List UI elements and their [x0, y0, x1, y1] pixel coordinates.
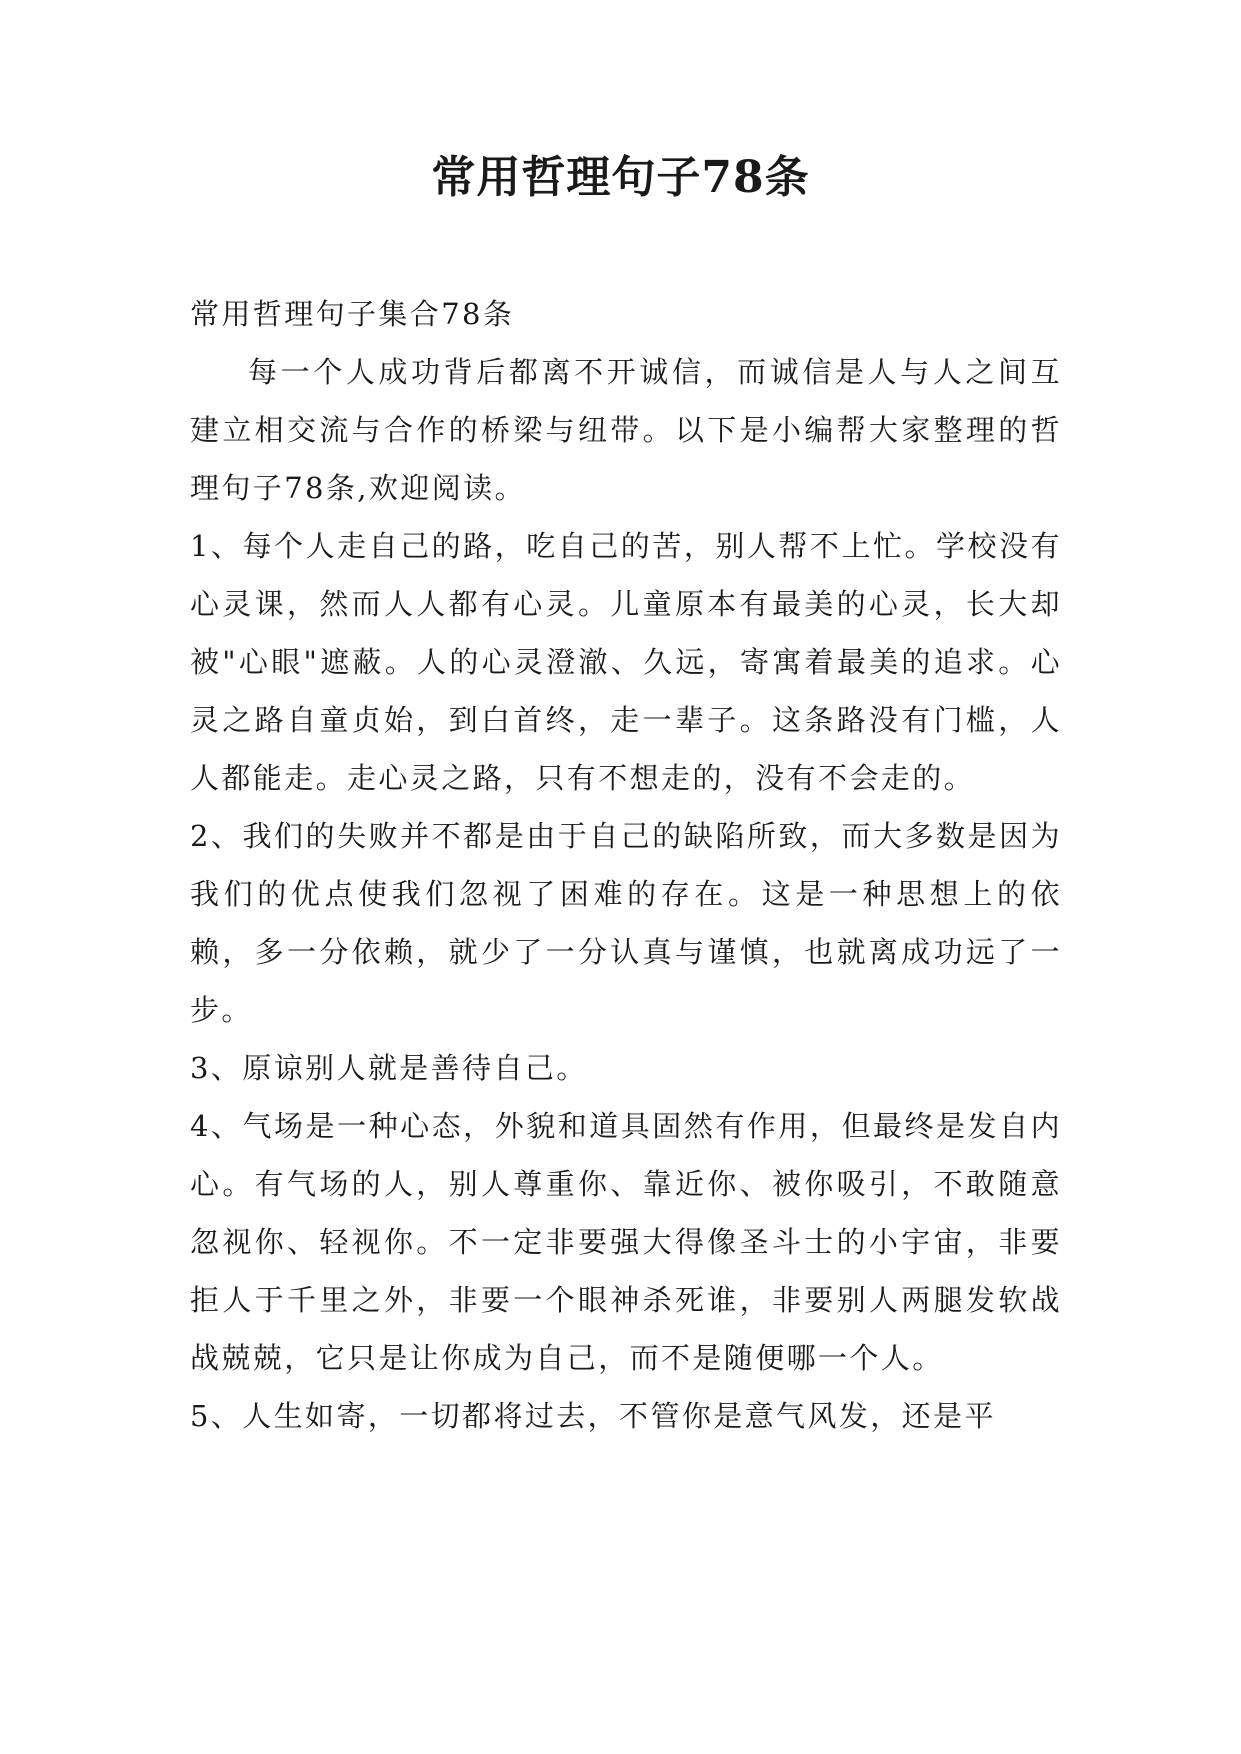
document-title: 常用哲理句子78条: [431, 152, 810, 203]
list-item: 2、我们的失败并不都是由于自己的缺陷所致，而大多数是因为我们的优点使我们忽视了困难的存在。这是一种思想上的依赖，多一分依赖，就少了一分认真与谨慎，也就离成功远了一步。: [190, 819, 1062, 1027]
list-item: 5、人生如寄，一切都将过去，不管你是意气风发，还是平: [190, 1399, 996, 1433]
list-item: 3、原谅别人就是善待自己。: [190, 1051, 588, 1085]
list-item: 1、每个人走自己的路，吃自己的苦，别人帮不上忙。学校没有心灵课，然而人人都有心灵。儿童原本有最美的心灵，长大却被"心眼"遮蔽。人的心灵澄澈、久远，寄寓着最美的追求。心灵之路自童贞始，到白首终，走一辈子。这条路没有门槛，人人都能走。走心灵之路，只有不想走的，没有不会走的。: [190, 529, 1062, 795]
list-item: 4、气场是一种心态，外貌和道具固然有作用，但最终是发自内心。有气场的人，别人尊重你、靠近你、被你吸引，不敢随意忽视你、轻视你。不一定非要强大得像圣斗士的小宇宙，非要拒人于千里之外，非要一个眼神杀死谁，非要别人两腿发软战战兢兢，它只是让你成为自己，而不是随便哪一个人。: [190, 1109, 1062, 1375]
intro-paragraph: 每一个人成功背后都离不开诚信，而诚信是人与人之间互建立相交流与合作的桥梁与纽带。以下是小编帮大家整理的哲理句子78条,欢迎阅读。: [190, 355, 1062, 505]
document-subtitle: 常用哲理句子集合78条: [190, 297, 515, 331]
document-body: [190, 285, 1062, 1445]
